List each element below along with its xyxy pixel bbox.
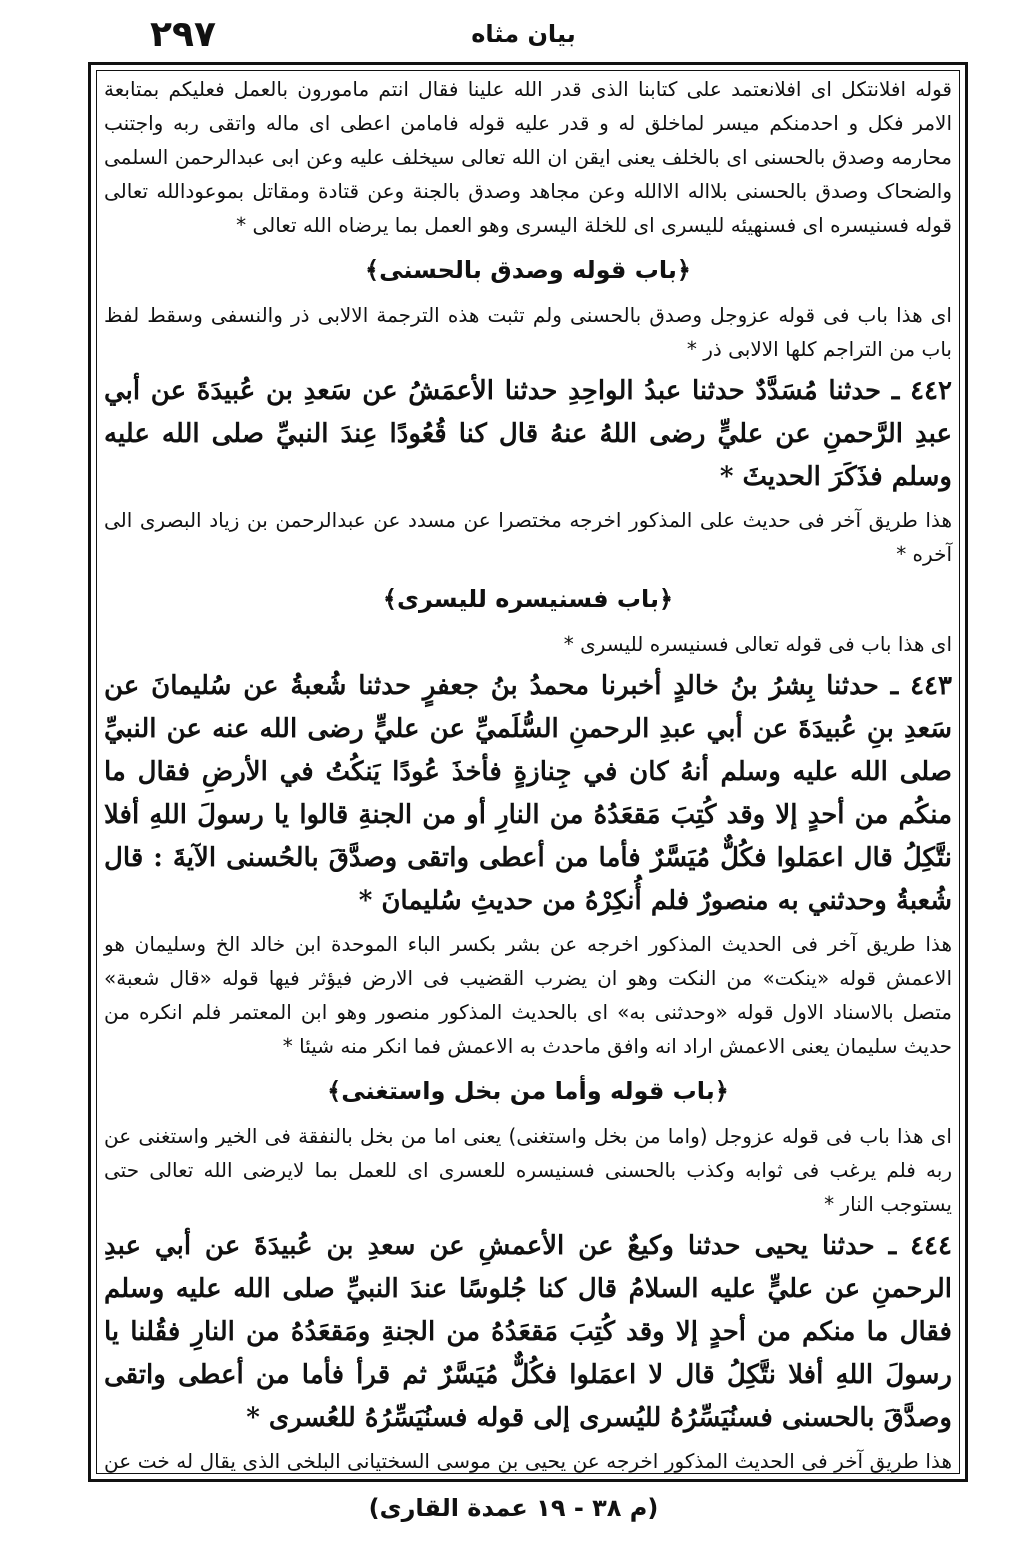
page-number: ٢٩٧ — [150, 14, 216, 55]
page-header — [80, 14, 967, 60]
commentary-paragraph: هذا طریق آخر فی الحدیث المذکور اخرجه عن بشر بکسر الباء الموحدة ابن خالد الخ وسلیمان هو الاعمش قوله «ینکت» من النکت وهو ان یضرب القضیب فی الارض فیؤثر فیها قوله «قال شعبة» متصل بالاسناد الاول قوله «وحدثنی به» ای بالحدیث المذکور منصور وهو ابن المعتمر فلم انکره من حدیث سلیمان یعنی الاعمش اراد انه وافق ماحدث به الاعمش فما انکر منه شیئا * — [104, 932, 952, 1058]
commentary-paragraph: هذا طریق آخر فی حدیث علی المذکور اخرجه مختصرا عن مسدد عن عبدالرحمن بن زیاد البصری الی آخره * — [104, 508, 952, 566]
commentary-paragraph: قوله افلانتکل ای افلانعتمد علی کتابنا الذی قدر الله علینا فقال انتم مامورون بالعمل فعلیکم بمتابعة الامر فکل و احدمنکم میسر لماخلق له و قدر علیه قوله فامامن اعطی ای ماله واتقی ربه واجتنب محارمه وصدق بالحسنی ای بالخلف یعنی ایقن ان الله تعالی سیخلف علیه وعن ابی عبدالرحمن السلمی والضحاک وصدق بالحسنی بلااله الاالله وعن مجاهد وصدق بالجنة وعن قتادة ومقاتل بموعودالله تعالی قوله فسنیسره ای فسنهیئه للیسری ای للخلة الیسری وهو العمل بما یرضاه الله تعالی * — [104, 77, 952, 237]
chapter-heading: ﴿باب فسنيسره لليسرى﴾ — [382, 585, 674, 613]
hadith-text: ٤٤٢ ـ حدثنا مُسَدَّدٌ حدثنا عبدُ الواحِدِ حدثنا الأعمَشُ عن سَعدِ بن عُبيدَةَ عن أبي عبدِ الرَّحمنِ عن عليٍّ رضى اللهُ عنهُ قال كنا قُعُودًا عِندَ النبيِّ صلى الله عليه وسلم فذَكَرَ الحديثَ * — [104, 376, 952, 492]
chapter-heading: ﴿باب قوله وصدق بالحسنى﴾ — [365, 256, 691, 284]
commentary-paragraph: ای هذا باب فی قوله عزوجل وصدق بالحسنی ولم تثبت هذه الترجمة الالابی ذر والنسفی وسقط لفظ باب من التراجم کلها الالابی ذر * — [104, 303, 952, 361]
chapter-heading: ﴿باب قوله وأما من بخل واستغنى﴾ — [327, 1077, 729, 1105]
commentary-paragraph: ای هذا باب فی قوله عزوجل (واما من بخل واستغنی) یعنی اما من بخل بالنفقة فی الخیر واستغنی عن ربه فلم یرغب فی ثوابه وکذب بالحسنی فسنیسره للعسری ای للعمل بما لایرضی الله تعالی حتی یستوجب النار * — [104, 1124, 952, 1216]
commentary-paragraph: هذا طریق آخر فی الحدیث المذکور اخرجه عن یحیی بن موسی السختیانی البلخی الذی یقال له خت عن — [104, 1449, 952, 1473]
page-footer-signature: (م ٣٨ - ١٩ عمدة القاری) — [368, 1494, 659, 1522]
hadith-text: ٤٤٤ ـ حدثنا يحيى حدثنا وكيعٌ عن الأعمشِ عن سعدِ بن عُبيدَةَ عن أبي عبدِ الرحمنِ عن عليٍّ عليه السلامُ قال كنا جُلوسًا عندَ النبيِّ صلى الله عليه وسلم فقال ما منكم من أحدٍ إلا وقد كُتِبَ مَقعَدُهُ من الجنةِ ومَقعَدُهُ من النارِ فقُلنا يا رسولَ اللهِ أفلا نتَّكِلُ قال لا اعمَلوا فكُلٌّ مُيَسَّرٌ ثم قرأ فأما من أعطى واتقى وصدَّقَ بالحسنى فسنُيَسِّرُهُ لليُسرى إلى قوله فسنُيَسِّرُهُ للعُسرى * — [104, 1231, 952, 1433]
running-title: بیان مثاه — [471, 20, 576, 48]
hadith-text: ٤٤٣ ـ حدثنا بِشرُ بنُ خالدٍ أخبرنا محمدُ بنُ جعفرٍ حدثنا شُعبةُ عن سُليمانَ عن سَعدِ بنِ عُبيدَةَ عن أبي عبدِ الرحمنِ السُّلَميِّ عن عليٍّ رضى الله عنه عن النبيِّ صلى الله عليه وسلم أنهُ كان في جِنازةٍ فأخذَ عُودًا يَنكُتُ في الأرضِ فقال ما منكُم من أحدٍ إلا وقد كُتِبَ مَقعَدُهُ من النارِ أو من الجنةِ قالوا يا رسولَ اللهِ أفلا نتَّكِلُ قال اعمَلوا فكُلٌّ مُيَسَّرٌ فأما من أعطى واتقى وصدَّقَ بالحُسنى الآيةَ : قال شُعبةُ وحدثني به منصورٌ فلم أُنكِرْهُ من حديثِ سُليمانَ * — [104, 671, 953, 916]
text-body — [100, 70, 956, 1475]
commentary-paragraph: ای هذا باب فی قوله تعالی فسنیسره للیسری * — [563, 632, 952, 656]
